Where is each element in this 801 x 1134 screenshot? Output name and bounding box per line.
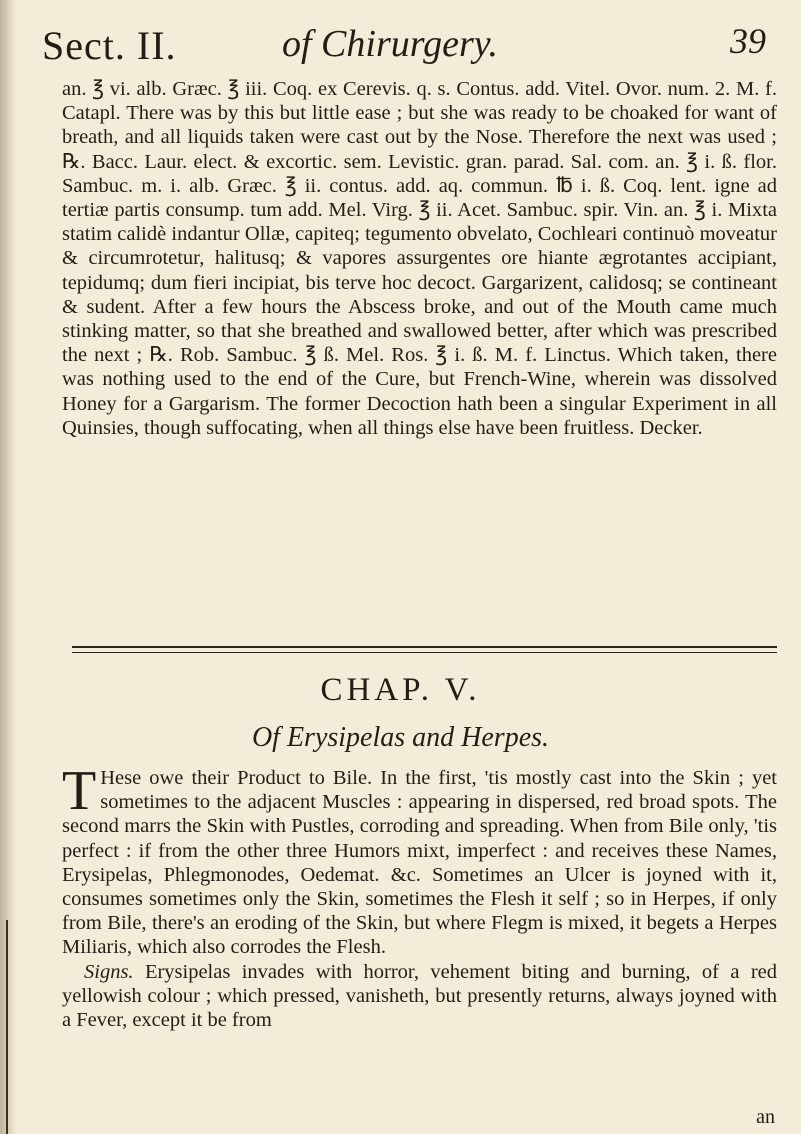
chapter-subtitle: Of Erysipelas and Herpes. <box>251 722 550 753</box>
section-label: Sect. II. <box>42 23 177 68</box>
running-title: of Chirurgery. <box>282 23 499 65</box>
section-divider <box>72 646 777 653</box>
chapter-heading: CHAP. V. <box>320 672 481 708</box>
catchword: an <box>756 1106 775 1128</box>
page-gutter-shadow <box>0 0 16 1134</box>
drop-cap: T <box>62 760 97 822</box>
running-header <box>30 12 770 72</box>
page-number: 39 <box>730 21 766 61</box>
paragraph-body: Hese owe their Product to Bile. In the first, 'tis mostly cast into the Skin ; yet sometimes to the adjacent Muscles : appearing in dispersed, red broad spots. The second marrs the Skin with Pustles, corroding and spreading. When from Bile only, 'tis perfect : if from the other three Humors mixt, imperfect : and receives these Names, Erysipelas, Phlegmonodes, Oedemat. &c. Sometimes an Ulcer is joyned with it, consumes sometimes only the Skin, sometimes the Flesh it self ; so in Herpes, if only from Bile, there's an eroding of the Skin, but where Flegm is mixed, it begets a Herpes Miliaris, which also corrodes the Flesh. <box>62 767 777 959</box>
body-paragraph-1 <box>62 77 777 440</box>
signs-label: Signs. <box>84 960 134 983</box>
signs-text: Erysipelas invades with horror, vehement biting and burning, of a red yellowish colour ; which pressed, vanisheth, but presently returns, always joyned with a Fever, except it be from <box>62 960 777 1032</box>
body-paragraph-2 <box>62 760 777 1032</box>
margin-rule <box>6 920 8 1134</box>
signs-paragraph <box>62 960 777 1033</box>
paragraph-text <box>62 760 777 960</box>
paragraph-text: an. ℥ vi. alb. Græc. ℥ iii. Coq. ex Cerevis. q. s. Contus. add. Vitel. Ovor. num. 2. M. f. Catapl. There was by this but little ease ; but she was ready to be choaked for want of breath, and all liquids taken were cast out by the Nose. Therefore the next was used ; ℞. Bacc. Laur. elect. & excortic. sem. Levistic. gran. parad. Sal. com. an. ℥ i. ß. flor. Sambuc. m. i. alb. Græc. ℥ ii. contus. add. aq. commun. ℔ i. ß. Coq. lent. igne ad tertiæ partis consump. tum add. Mel. Virg. ℥ ii. Acet. Sambuc. spir. Vin. an. ℥ i. Mixta statim calidè indantur Ollæ, capiteq; tegumento obvelato, Cochleari continuò moveatur & circumrotetur, halitusq; & vapores assurgentes ore hiante ægrotantes accipiant, tepidumq; dum fieri incipiat, bis terve hoc decoct. Gargarizent, calidosq; se contineant & sudent. After a few hours the Abscess broke, and out of the Mouth came much stinking matter, so that she breathed and swallowed better, after which was prescribed the next ; ℞. Rob. Sambuc. ℥ ß. Mel. Ros. ℥ i. ß. M. f. Linctus. Which taken, there was nothing used to the end of the Cure, but French-Wine, wherein was dissolved Honey for a Gargarism. The former Decoction hath been a singular Experiment in all Quinsies, though suffocating, when all things else have been fruitless. Decker. <box>62 78 777 439</box>
